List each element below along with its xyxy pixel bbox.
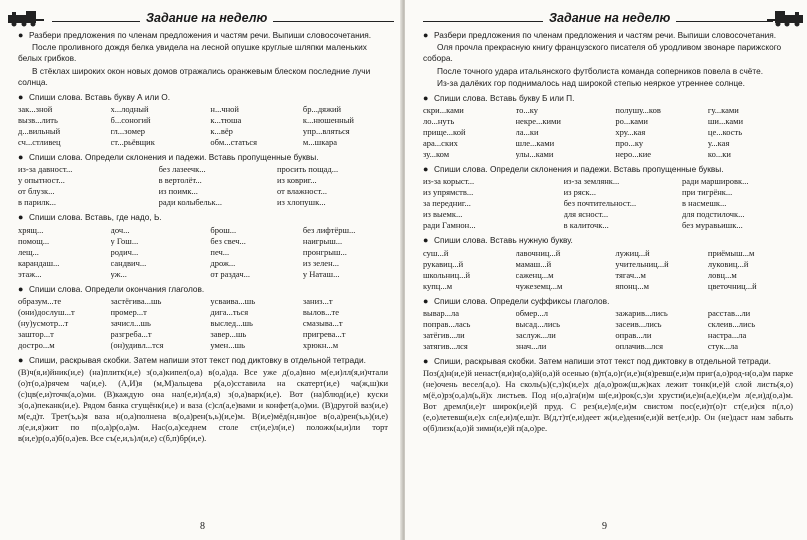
exercise-word: школьниц...й [423, 269, 471, 280]
exercise-word: суш...й [423, 247, 449, 258]
sentence: В стёклах широких окон новых домов отражались оранжевым блеском последние лучи солнца. [18, 65, 371, 87]
word-grid [18, 164, 388, 208]
exercise-word: от раздач... [210, 268, 251, 279]
exercise-word: лужиц...й [615, 247, 650, 258]
exercise-word: ст...рьёвщик [110, 137, 155, 148]
bullet-icon: ● [423, 93, 429, 104]
exercise-word: ла...ки [515, 127, 539, 138]
exercise-word: доч... [110, 224, 130, 235]
exercise-word: в калиточк... [563, 220, 609, 231]
word-grid [18, 296, 388, 351]
sentence: Оля прочла прекрасную книгу французского писателя об уродливом звонаре парижского собора. [423, 42, 782, 64]
exercise-word: тягач...м [615, 269, 646, 280]
exercise-word: приёмыш...м [707, 247, 755, 258]
exercise-word: без лазеечк... [158, 164, 206, 175]
exercise-word: без муравьишк... [681, 220, 743, 231]
exercise-word: купц...м [423, 280, 453, 291]
exercise-word: из зелен... [302, 257, 339, 268]
task-dictation [423, 356, 793, 367]
page-title: Задание на неделю [543, 11, 676, 25]
train-icon [765, 9, 805, 27]
word-grid [18, 104, 388, 148]
task-declensions [423, 164, 793, 175]
word-grid [18, 225, 388, 280]
exercise-word: расстав...ли [707, 307, 751, 318]
exercise-word: учительниц...й [615, 258, 669, 269]
task-heading: Спиши слова. Вставь нужную букву. [434, 235, 573, 246]
exercise-word: японц...м [615, 280, 649, 291]
task-verb-endings [18, 284, 388, 295]
exercise-word: вывар...ла [423, 307, 460, 318]
exercise-word: чужеземц...м [515, 280, 563, 291]
exercise-word: упр...вляться [302, 126, 350, 137]
task-heading: Спиши слова. Вставь букву А или О. [29, 92, 171, 103]
exercise-word: усваива...шь [210, 295, 256, 306]
exercise-word: высад...лись [515, 318, 561, 329]
exercise-word: некре...кими [515, 116, 561, 127]
exercise-word: в вертолёт... [158, 175, 202, 186]
exercise-word: оправ...ли [615, 329, 652, 340]
exercise-word: шле...ками [515, 138, 555, 149]
exercise-word: це...кость [707, 127, 743, 138]
exercise-word: вызв...лить [18, 115, 58, 126]
exercise-word: зу...ком [423, 149, 450, 160]
exercise-word: без свеч... [210, 235, 246, 246]
page-number: 9 [602, 521, 607, 532]
task-heading: Спиши слова. Определи окончания глаголов. [29, 283, 205, 294]
exercise-word: наигрыш... [302, 235, 343, 246]
exercise-word: ради Гамнон... [423, 220, 476, 231]
exercise-word: улы...ками [515, 149, 554, 160]
exercise-word: из поимк... [158, 186, 198, 197]
left-page [0, 0, 402, 540]
exercise-word: помощ... [18, 235, 50, 246]
left-page-content [18, 30, 388, 445]
exercise-word: луковиц...й [707, 258, 749, 269]
task-heading: Спиши, раскрывая скобки. Затем напиши этот текст под диктовку в отдельной тетради. [434, 355, 771, 366]
exercise-word: ловц...м [707, 269, 737, 280]
exercise-word: цветочниц...й [707, 280, 757, 291]
exercise-word: разгреба...т [110, 328, 152, 339]
exercise-word: (ну)усмотр...т [18, 317, 69, 328]
exercise-word: ши...ками [707, 116, 744, 127]
exercise-word: смазыва...т [302, 317, 343, 328]
sentence: После точного удара итальянского футболиста команда соперников повела в счёте. [437, 65, 764, 76]
exercise-word: уж... [110, 268, 127, 279]
exercise-word: к...вёр [210, 126, 233, 137]
task-heading: Разбери предложения по членам предложения и частям речи. Выпиши словосочетания. [434, 30, 777, 40]
exercise-word: мамаш...й [515, 258, 552, 269]
exercise-word: пригрева...т [302, 328, 346, 339]
exercise-word: затягив...лся [423, 340, 468, 351]
exercise-word: промер...т [110, 306, 147, 317]
exercise-word: из выемк... [423, 209, 463, 220]
exercise-word: заштор...т [18, 328, 54, 339]
task-declensions [18, 152, 388, 163]
exercise-word: про...ку [615, 138, 644, 149]
task-insert-b-p [423, 93, 793, 104]
bullet-icon: ● [423, 164, 429, 175]
exercise-word: от блузк... [18, 186, 55, 197]
exercise-word: без почтительност... [563, 198, 637, 209]
exercise-word: зажарив...лись [615, 307, 668, 318]
dictation-text: (В)ч(я,и)йник(и,е) (на)плитк(и,е) з(о,а)кипел(о,а) в(о,а)да. Все уже д(о,а)вно м(е,и)лл(я,и)чтали (о)т(о,а)рячем ча(и,е). (А,И)я (м,М)альцева р(а,о)сставила на скатерт(и,е) ча(ж,ш)ки (с)цв(е,и)точк(а,о)ми. (В)каждую она нал(е,и)л(а,я) з(о,а)варк(и,е). Вот (на)блюд(и,е) куски з(о,а)пеканк(и,е). Рядом банка сгущёнк(и,е) и ваза (с)сл(а,е)вами и конфет(а,о)ми. (В)другой ваз(и,е) м(е,д)т. Трет(ъ,ь)я ваза н(о,а)полнена в(о,а)рен(ъ,ь)(и,е)м. В(и,е)мёд(н,нн)ое в(о,а)рен(ъ,ь)(и,е) л(е,и,я)жит по п(о,а)р(о,а)м. Нас(о,а)седнем столе ст(и,е)л(и,е) положк(ы,и)ли торт в(и,е)р(о,а)б(о,а)ев. Все съ(е,и,ъ)л(и,е) с(б,п)бр(и,е). [18, 367, 388, 444]
dictation-text: Поз(д)н(и,е)й ненаст(я,и)н(о,а)й(о,а)й осенью (в)т(а,о)г(и,е)н(я)ревш(е,и)м приг(а,о)род-н(о,а)м парке (не)очень весел(а,о). На сколь(ь)(с,з)к(и,е)х д(а,о)рож(ш,ж)ках лежит тонк(и,е)й слой листь(я,о) м(ё,о)рз(о,а)л(ь,й)х листьев. Под н(о,а)га(и)м ш(е,и)рок(с,з)и хрусти(и,е)н(а,е)(и,е)м л(е,и)д(о,а)м. Вот дремл(и,е)т широк(и,е)й пруд. С рез(и,е)л(е,и)м свистом пос(е,и)т(о)т ст(е,и)ся п(л,о)(е,о)летевш(и,е)х сл(е,и)л(е,ш)т. В(д,т)т(е,и)деет ж(и,е)дени(е,и)й вет(е,и)р. Он (не)даст нам забыть о(б)лизк(а,о)й зимн(и,е)й п(а,о)ре. [423, 368, 793, 434]
exercise-word: скри...ками [423, 105, 464, 116]
task-insert-a-o [18, 92, 388, 103]
bullet-icon: ● [423, 295, 429, 306]
exercise-word: к...нюшенный [302, 115, 354, 126]
exercise-word: то...ку [515, 105, 538, 116]
exercise-word: из хлопушк... [276, 197, 326, 208]
exercise-word: сандвич... [110, 257, 147, 268]
bullet-icon: ● [423, 355, 429, 366]
exercise-word: ради маршировк... [681, 176, 749, 187]
exercise-word: ро...ками [615, 116, 648, 127]
exercise-word: (они)дослуш...т [18, 306, 75, 317]
exercise-word: хрюкн...м [302, 339, 339, 350]
task-heading: Спиши слова. Вставь букву Б или П. [434, 93, 575, 104]
exercise-word: дрож... [210, 257, 236, 268]
exercise-word: ко...ки [707, 149, 731, 160]
exercise-word: саженц...м [515, 269, 554, 280]
exercise-word: полушу...ков [615, 105, 661, 116]
bullet-icon: ● [18, 30, 24, 40]
exercise-word: из-за землянк... [563, 176, 620, 187]
bullet-icon: ● [18, 92, 24, 103]
task-parse-sentences [18, 30, 388, 41]
exercise-word: поправ...лась [423, 318, 471, 329]
task-soft-sign [18, 212, 388, 223]
exercise-word: сч...стливец [18, 137, 61, 148]
bullet-icon: ● [423, 30, 429, 40]
left-page-header [0, 7, 402, 27]
exercise-word: просить пощад... [276, 164, 339, 175]
exercise-word: ара...ских [423, 138, 458, 149]
exercise-word: от влажност... [276, 186, 327, 197]
exercise-word: ради колыбельк... [158, 197, 223, 208]
sentence: После проливного дождя белка увидела на лесной опушке круглые шляпки маленьких белых грибков. [18, 42, 367, 64]
exercise-word: из ковриг... [276, 175, 317, 186]
task-parse-sentences [423, 30, 793, 41]
exercise-word: оплачив...лся [615, 340, 663, 351]
exercise-word: ло...нуть [423, 116, 455, 127]
exercise-word: карандаш... [18, 257, 60, 268]
exercise-word: достро...м [18, 339, 55, 350]
task-heading: Разбери предложения по членам предложения и частям речи. Выпиши словосочетания. [29, 30, 372, 40]
sentence: Из-за далёких гор поднималось над широкой степью неяркое утреннее солнце. [437, 77, 745, 88]
exercise-word: завер...шь [210, 328, 247, 339]
exercise-word: неро...кие [615, 149, 652, 160]
exercise-word: зачисл...шь [110, 317, 151, 328]
exercise-word: брош... [210, 224, 237, 235]
bullet-icon: ● [18, 152, 24, 163]
exercise-word: из ряск... [563, 187, 597, 198]
exercise-word: настра...ла [707, 329, 747, 340]
exercise-word: д...вильный [18, 126, 61, 137]
exercise-word: без лифтёрш... [302, 224, 356, 235]
exercise-word: застёгива...шь [110, 295, 162, 306]
exercise-word: прище...кой [423, 127, 466, 138]
exercise-word: лавочниц...й [515, 247, 561, 258]
word-grid [423, 308, 793, 352]
exercise-word: засеив...лись [615, 318, 662, 329]
exercise-word: образум...те [18, 295, 62, 306]
exercise-word: стук...ла [707, 340, 739, 351]
page-title: Задание на неделю [140, 11, 273, 25]
exercise-word: для ясност... [563, 209, 609, 220]
bullet-icon: ● [18, 354, 24, 365]
exercise-word: выслед...шь [210, 317, 253, 328]
exercise-word: у опытност... [18, 175, 65, 186]
exercise-word: вылов...те [302, 306, 339, 317]
exercise-word: х...лодный [110, 104, 149, 115]
word-grid [423, 105, 793, 160]
exercise-word: у Гош... [110, 235, 139, 246]
exercise-word: дига...ться [210, 306, 249, 317]
right-page-content [423, 30, 793, 435]
exercise-word: н...чной [210, 104, 239, 115]
exercise-word: склеив...лись [707, 318, 756, 329]
exercise-word: зак...зной [18, 104, 53, 115]
right-page-header [405, 7, 807, 27]
exercise-word: хрящ... [18, 224, 44, 235]
task-heading: Спиши слова. Вставь, где надо, Ь. [29, 212, 162, 223]
bullet-icon: ● [18, 212, 24, 223]
page-number: 8 [200, 521, 205, 532]
exercise-word: у...кая [707, 138, 730, 149]
word-grid [423, 176, 793, 231]
exercise-word: заниз...т [302, 295, 333, 306]
task-insert-letter [423, 235, 793, 246]
exercise-word: (он)удивл...тся [110, 339, 164, 350]
exercise-word: обмер...л [515, 307, 549, 318]
exercise-word: в насмешк... [681, 198, 727, 209]
exercise-word: этаж... [18, 268, 42, 279]
exercise-word: родич... [110, 246, 139, 257]
exercise-word: лещ... [18, 246, 39, 257]
task-heading: Спиши слова. Определи склонения и падежи. Вставь пропущенные буквы. [434, 164, 724, 175]
exercise-word: для подстилочк... [681, 209, 745, 220]
train-icon [6, 9, 46, 27]
exercise-word: из-за давност... [18, 164, 73, 175]
exercise-word: обм...статься [210, 137, 258, 148]
exercise-word: рукавиц...й [423, 258, 464, 269]
exercise-word: у Наташ... [302, 268, 340, 279]
exercise-word: знач...ли [515, 340, 547, 351]
exercise-word: м...шкара [302, 137, 337, 148]
exercise-word: в парилк... [18, 197, 57, 208]
exercise-word: заслуж...ли [515, 329, 556, 340]
task-heading: Спиши слова. Определи суффиксы глаголов. [434, 295, 610, 306]
exercise-word: за передниг... [423, 198, 471, 209]
exercise-word: из-за корыст... [423, 176, 475, 187]
bullet-icon: ● [18, 283, 24, 294]
task-heading: Спиши, раскрывая скобки. Затем напиши этот текст под диктовку в отдельной тетради. [29, 354, 366, 365]
exercise-word: гл...зомер [110, 126, 145, 137]
exercise-word: из упрямств... [423, 187, 474, 198]
exercise-word: гу...ками [707, 105, 739, 116]
exercise-word: затёгив...ли [423, 329, 465, 340]
right-page [405, 0, 807, 540]
task-verb-suffixes [423, 296, 793, 307]
exercise-word: б...соногий [110, 115, 151, 126]
exercise-word: печ... [210, 246, 230, 257]
exercise-word: к...тюша [210, 115, 242, 126]
task-dictation [18, 355, 388, 366]
exercise-word: при тигрёнк... [681, 187, 733, 198]
exercise-word: хру...кая [615, 127, 646, 138]
bullet-icon: ● [423, 235, 429, 246]
exercise-word: умен...шь [210, 339, 246, 350]
exercise-word: пронгрыш... [302, 246, 347, 257]
task-heading: Спиши слова. Определи склонения и падежи. Вставь пропущенные буквы. [29, 152, 319, 163]
exercise-word: бр...дяжий [302, 104, 342, 115]
word-grid [423, 248, 793, 292]
